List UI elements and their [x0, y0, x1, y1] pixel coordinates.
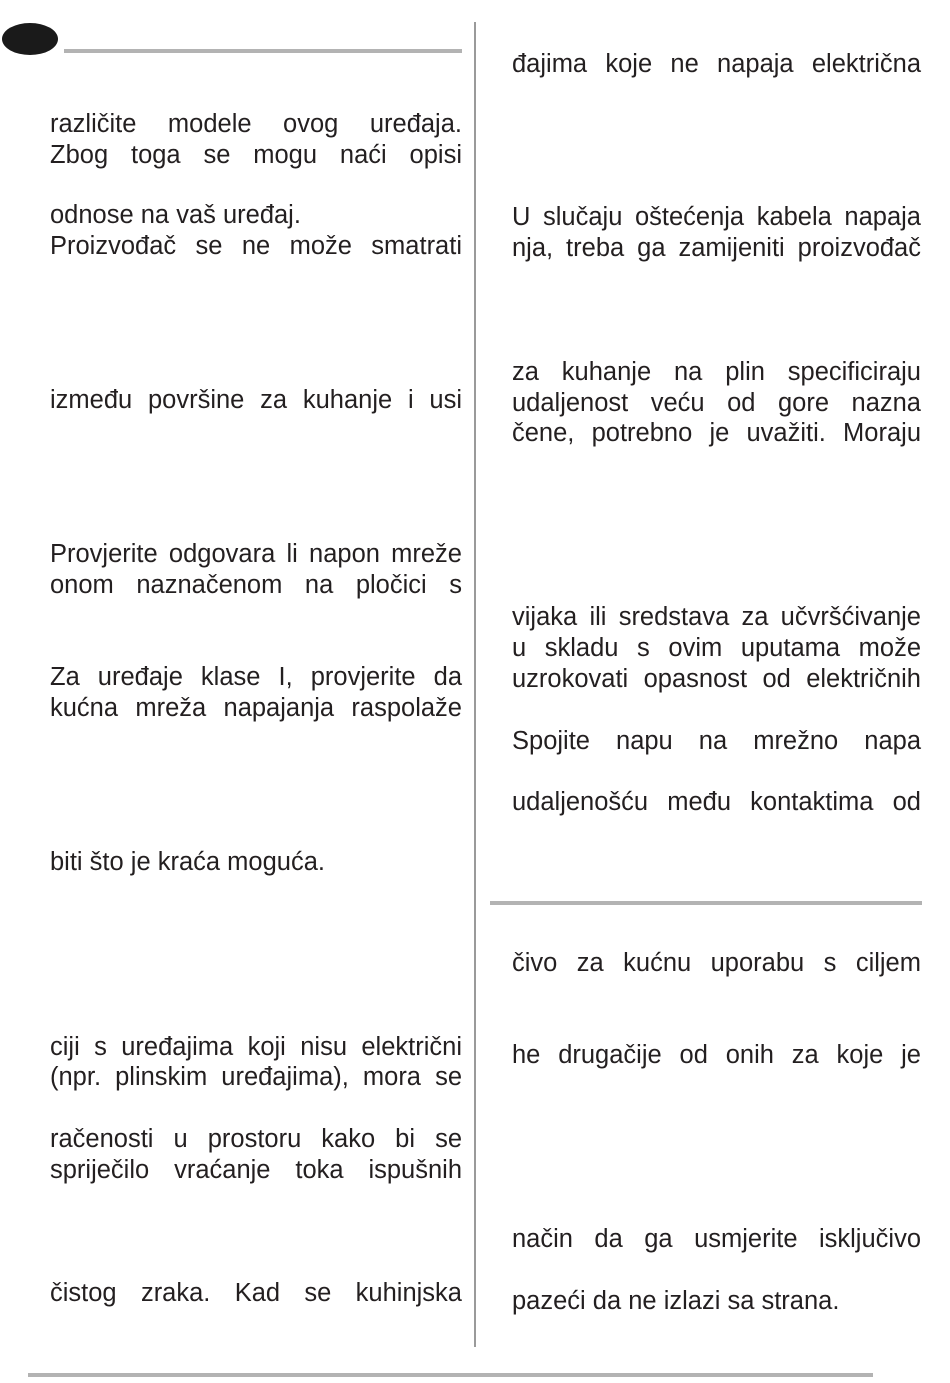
text-line: biti što je kraća moguća.	[50, 848, 325, 876]
text-line: pazeći da ne izlazi sa strana.	[512, 1287, 840, 1315]
text-line: (npr. plinskim uređajima), mora se	[50, 1063, 462, 1091]
text-line: udaljenošću među kontaktima od	[512, 788, 921, 816]
text-line: čistog zraka. Kad se kuhinjska	[50, 1279, 462, 1307]
header-rule	[64, 49, 462, 53]
section-divider	[490, 901, 922, 905]
text-line: uzrokovati opasnost od električnih	[512, 665, 921, 693]
text-line: U slučaju oštećenja kabela napaja	[512, 203, 921, 231]
page-tab-marker	[2, 23, 58, 55]
text-line: čivo za kućnu uporabu s ciljem	[512, 949, 921, 977]
text-line: he drugačije od onih za koje je	[512, 1041, 921, 1069]
text-line: udaljenost veću od gore nazna	[512, 389, 921, 417]
text-line: Proizvođač se ne može smatrati	[50, 232, 462, 260]
text-line: Za uređaje klase I, provjerite da	[50, 663, 462, 691]
text-line: odnose na vaš uređaj.	[50, 201, 301, 229]
text-line: Provjerite odgovara li napon mreže	[50, 540, 462, 568]
text-line: kućna mreža napajanja raspolaže	[50, 694, 462, 722]
text-line: za kuhanje na plin specificiraju	[512, 358, 921, 386]
text-line: između površine za kuhanje i usi	[50, 386, 462, 414]
text-line: račenosti u prostoru kako bi se	[50, 1125, 462, 1153]
text-line: spriječilo vraćanje toka ispušnih	[50, 1156, 462, 1184]
text-line: Zbog toga se mogu naći opisi	[50, 141, 462, 169]
text-line: u skladu s ovim uputama može	[512, 634, 921, 662]
column-divider	[474, 22, 476, 1347]
text-line: način da ga usmjerite isključivo	[512, 1225, 921, 1253]
text-line: čene, potrebno je uvažiti. Moraju	[512, 419, 921, 447]
text-line: nja, treba ga zamijeniti proizvođač	[512, 234, 921, 262]
text-line: onom naznačenom na pločici s	[50, 571, 462, 599]
text-line: različite modele ovog uređaja.	[50, 110, 462, 138]
text-line: đajima koje ne napaja električna	[512, 50, 921, 78]
text-line: ciji s uređajima koji nisu električni	[50, 1033, 462, 1061]
text-line: Spojite napu na mrežno napa	[512, 727, 921, 755]
text-line: vijaka ili sredstava za učvršćivanje	[512, 603, 921, 631]
footer-rule	[28, 1373, 873, 1377]
